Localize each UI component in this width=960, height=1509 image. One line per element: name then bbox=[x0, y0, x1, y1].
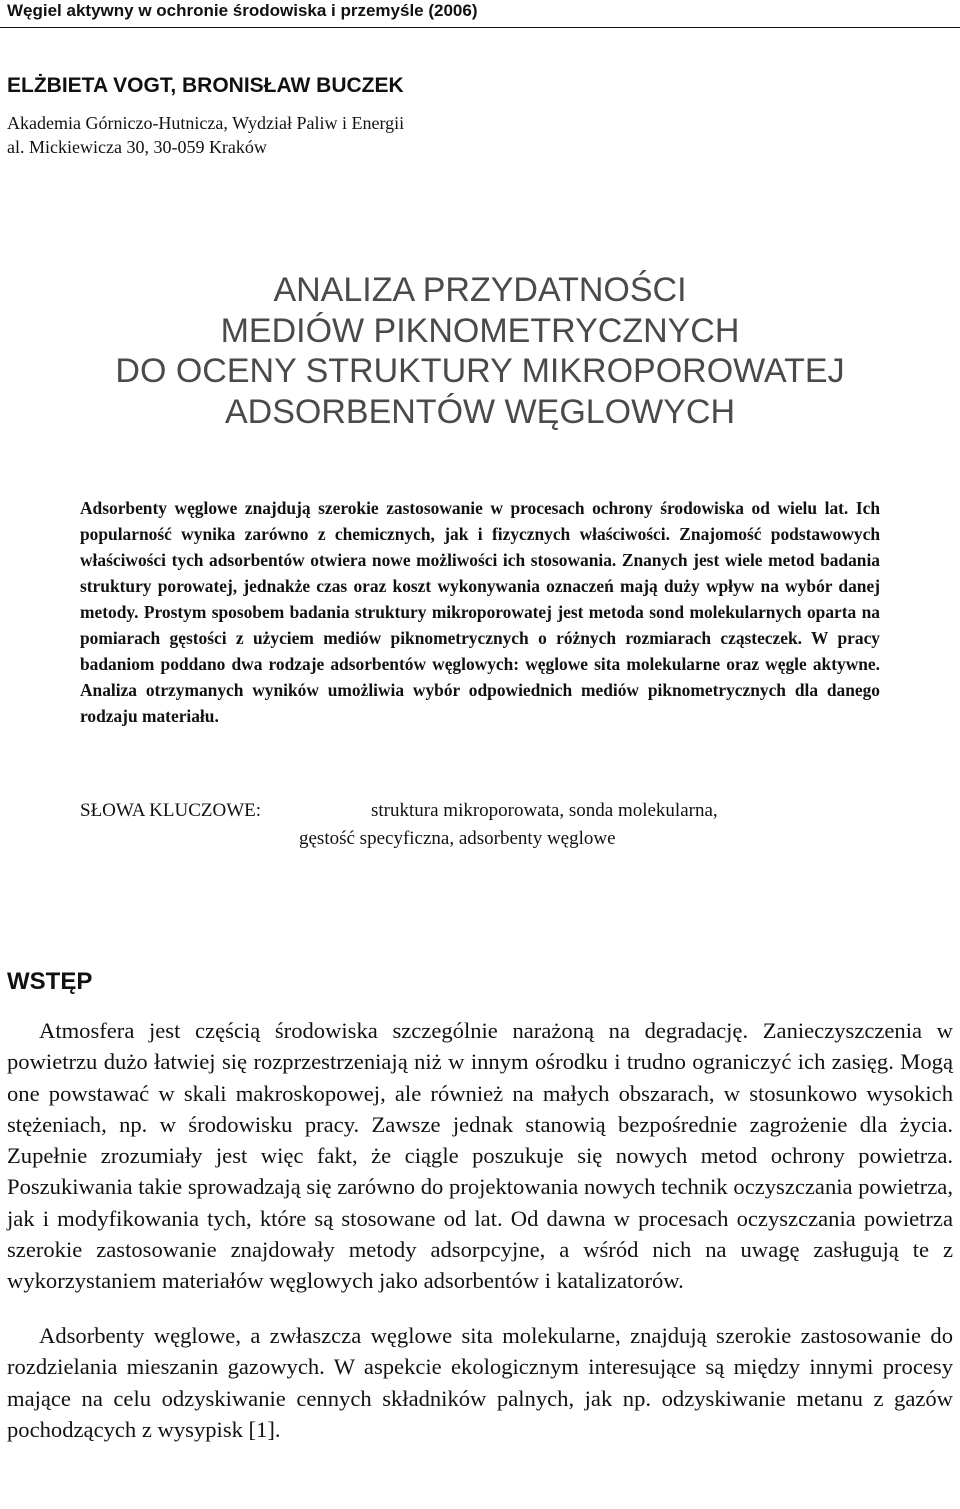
keywords-line-2: gęstość specyficzna, adsorbenty węglowe bbox=[299, 828, 616, 849]
section-heading: WSTĘP bbox=[7, 968, 93, 995]
running-header: Węgiel aktywny w ochronie środowiska i przemyśle (2006) bbox=[7, 1, 478, 20]
abstract: Adsorbenty węglowe znajdują szerokie zastosowanie w procesach ochrony środowiska od wielu lat. Ich popularność wynika zarówno z chemicznych, jak i fizycznych właściwości. Znajomość podstawowych właściwości tych adsorbentów otwiera nowe możliwości ich stosowania. Znanych jest wiele metod badania struktury porowatej, jednakże czas oraz koszt wykonywania oznaczeń mają duży wpływ na wybór danej metody. Prostym sposobem badania struktury mikroporowatej jest metoda sond molekularnych oparta na pomiarach gęstości z użyciem mediów piknometrycznych o różnych rozmiarach cząsteczek. W pracy badaniom poddano dwa rodzaje adsorbentów węglowych: węglowe sita molekularne oraz węgle aktywne. Analiza otrzymanych wyników umożliwia wybór odpowiednich mediów piknometrycznych dla danego rodzaju materiału. bbox=[80, 498, 880, 726]
title-line-1: ANALIZA PRZYDATNOŚCI bbox=[273, 271, 687, 309]
authors: ELŻBIETA VOGT, BRONISŁAW BUCZEK bbox=[7, 74, 404, 97]
header-rule bbox=[0, 27, 960, 28]
body-paragraph: Adsorbenty węglowe, a zwłaszcza węglowe sita molekularne, znajdują szerokie zastosowanie do rozdzielania mieszanin gazowych. W aspekcie ekologicznym interesujące są między innymi procesy mające na celu odzyskiwanie cennych składników palnych, jak np. odzyskiwanie metanu z gazów pochodzących z wysypisk [1]. bbox=[7, 1323, 953, 1442]
keywords-label: SŁOWA KLUCZOWE: bbox=[80, 800, 262, 821]
paper-title bbox=[0, 270, 960, 432]
affiliation-line-1: Akademia Górniczo-Hutnicza, Wydział Paliw i Energii bbox=[7, 113, 405, 133]
title-line-2: MEDIÓW PIKNOMETRYCZNYCH bbox=[220, 311, 740, 350]
keywords-line-1: struktura mikroporowata, sonda molekularna, bbox=[371, 800, 718, 821]
title-line-3: DO OCENY STRUKTURY MIKROPOROWATEJ bbox=[115, 352, 845, 390]
title-line-4: ADSORBENTÓW WĘGLOWYCH bbox=[224, 392, 736, 431]
affiliation-line-2: al. Mickiewicza 30, 30-059 Kraków bbox=[7, 137, 267, 157]
body-paragraph: Atmosfera jest częścią środowiska szczególnie narażoną na degradację. Zanieczyszczenia w powietrzu dużo łatwiej się rozprzestrzeniają niż w innym ośrodku i trudno ograniczyć ich zasięg. Mogą one powstawać w skali makroskopowej, ale również na małych obszarach, w stosunkowo wysokich stężeniach, np. w środowisku pracy. Zawsze jednak stanowią bezpośrednie zagrożenie dla życia. Zupełnie zrozumiały jest więc fakt, że ciągle poszukuje się nowych metod ochrony powietrza. Poszukiwania takie sprowadzają się zarówno do projektowania nowych technik oczyszczania powietrza, jak i modyfikowania tych, które są stosowane od lat. Od dawna w procesach oczyszczania powietrza szerokie zastosowanie znajdowały metody adsorpcyjne, a wśród nich na uwagę zasługują te z wykorzystaniem materiałów węglowych jako adsorbentów i katalizatorów. bbox=[7, 1018, 953, 1294]
